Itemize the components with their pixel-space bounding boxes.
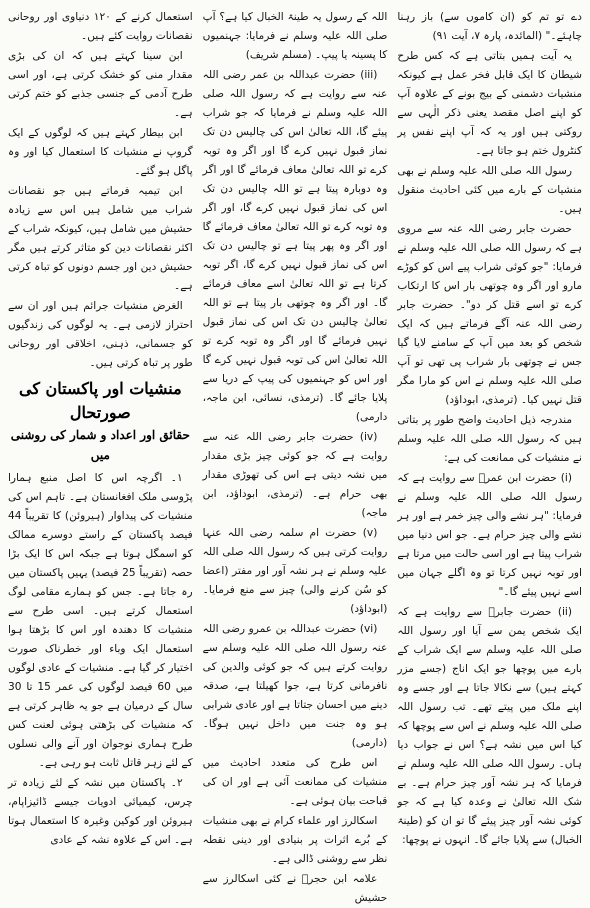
paragraph: یہ آیت ہمیں بتاتی ہے کہ کس طرح شیطان کا ایک قابل فخر عمل ہے کیونکہ منشیات دشمنی کے بیج بونے کے علاوہ آپ کو اپنے اصل مقصد یعنی ذکر الٰہی سے روکتی ہیں اور یہ کہ آپ اپنے نفس پر کنٹرول ختم ہو جاتا ہے۔ xyxy=(397,50,582,157)
paragraph: (i) حضرت ابن عمرؓ سے روایت ہے کہ رسول اللہ صلی اللہ علیہ وسلم نے فرمایا: "ہر نشے والی چیز خمر ہے اور ہر نشے والی چیز حرام ہے۔ جو اس دنیا میں شراب پیتا ہے اور اسی حالت میں مرتا ہے اور توبہ نہیں کرتا تو وہ اگلے جہان میں اسے نہیں پیئے گا۔" xyxy=(397,472,582,598)
paragraph: الغرض منشیات جرائم ہیں اور ان سے احتراز لازمی ہے۔ یہ لوگوں کی زندگیوں کو جسمانی، ذہنی، اخلاقی اور روحانی طور پر تباہ کرتی ہیں۔ xyxy=(7,300,193,369)
paragraph: (vi) حضرت عبداللہ بن عمرو رضی اللہ عنہ رسول اللہ صلی اللہ علیہ وسلم سے روایت کرتے ہیں کہ جو کوئی والدین کی نافرمانی کرتا ہے، جوا کھیلتا ہے، صدقہ دینے میں احسان جتاتا ہے اور عادی شرابی ہو وہ جنت میں داخل نہیں ہوگا۔ (دارمی) xyxy=(202,623,388,749)
paragraph: ابن بیطار کہتے ہیں کہ لوگوں کے ایک گروپ نے منشیات کا استعمال کیا اور وہ پاگل ہو گئے۔ xyxy=(7,127,193,177)
paragraph: اس طرح کی متعدد احادیث میں منشیات کی ممانعت آئی ہے اور ان کی قباحت بیان ہوئی ہے۔ xyxy=(202,757,388,807)
paragraph: ابن سینا کہتے ہیں کہ ان کی بڑی مقدار منی کو خشک کرتی ہے، اور اسی طرح آدمی کے جنسی جذبے کو ختم کرتی ہے۔ xyxy=(7,50,193,119)
paragraph: ۱۔ اگرچہ اس کا اصل منبع ہمارا پڑوسی ملک افغانستان ہے۔ تاہم اس کی منشیات کی پیداوار (ہیروئن) کا تقریباً 44 فیصد پاکستان کے راستے دوسرے ممالک کو اسمگل ہوتا ہے جبکہ اس کا ایک بڑا حصہ (تقریباً 25 فیصد) یہیں پاکستان میں رہ جاتا ہے۔ جس کو ہمارے مقامی لوگ استعمال کرتے ہیں۔ اسی طرح سے منشیات کا دھندہ اور اس کا بڑھتا ہوا استعمال ایک وباء اور خطرناک صورت اختیار کر گیا ہے۔ منشیات کے عادی لوگوں میں 60 فیصد لوگوں کی عمر 15 تا 30 سال کے درمیان ہے جو یہ ظاہر کرتی ہے کہ منشیات کی بڑھتی ہوئی لعنت کس طرح ہماری نوجوان اور آنے والی نسلوں کے لئے زہر قاتل ثابت ہو رہی ہے۔ xyxy=(7,472,193,769)
paragraph: (ii) حضرت جابرؓ سے روایت ہے کہ ایک شخص یمن سے آیا اور رسول اللہ صلی اللہ علیہ وسلم سے ایک شراب کے بارے میں پوچھا جو ایک اناج (جسے مزر کہتے ہیں) سے نکالا جاتا ہے اور جسے وہ اپنے ملک میں پیتے تھے۔ تب رسول اللہ صلی اللہ علیہ وسلم نے اس سے پوچھا کہ کیا اس میں نشہ ہے؟ اس نے جواب دیا ہاں۔ رسول اللہ صلی اللہ علیہ وسلم نے فرمایا کہ ہر نشہ آور چیز حرام ہے۔ بے شک اللہ تعالیٰ نے وعدہ کیا ہے کہ جو کوئی نشہ آور چیز پیئے گا تو ان کو (طینۃ الخبال) سے پلایا جائے گا۔ انہوں نے پوچھا: xyxy=(397,606,582,846)
paragraph: حضرت جابر رضی اللہ عنہ سے مروی ہے کہ رسول اللہ صلی اللہ علیہ وسلم نے فرمایا: "جو کوئی شراب پیے اس کو کوڑے مارو اور اگر وہ چوتھی بار اس کا ارتکاب کرے تو اسے قتل کر دو"۔ حضرت جابر رضی اللہ عنہ آگے فرماتے ہیں کہ ایک شخص کو بعد میں آپ کے سامنے لایا گیا جس نے چوتھی بار شراب پی تھی تو آپ صلی اللہ علیہ وسلم نے اس کو مارا مگر قتل نہیں کیا۔ (ترمذی، ابوداؤد) xyxy=(397,223,582,406)
column-left xyxy=(7,8,193,846)
paragraph: ابن تیمیہ فرماتے ہیں جو نقصانات شراب میں شامل ہیں اس سے زیادہ حشیش میں شامل ہیں، کیونکہ شراب کے اکثر نقصانات دین کو متاثر کرتے ہیں مگر حشیش دین اور جسم دونوں کو تباہ کرتی ہے۔ xyxy=(7,185,193,292)
column-middle xyxy=(202,8,388,904)
paragraph: (iv) حضرت جابر رضی اللہ عنہ سے روایت ہے کہ جو کوئی چیز بڑی مقدار میں نشہ دیتی ہے اس کی تھوڑی مقدار بھی حرام ہے۔ (ترمذی، ابوداؤد، ابن ماجہ) xyxy=(202,431,388,519)
section-subheading: حقائق اور اعداد و شمار کی روشنی میں xyxy=(10,428,190,462)
section-heading: منشیات اور پاکستان کی صورتحال xyxy=(18,379,182,422)
paragraph: دے تو تم کو (ان کاموں سے) باز رہنا چاہئے۔" (المائدہ، پارہ ۷، آیت ۹۱) xyxy=(397,11,582,42)
paragraph: علامہ ابن حجرؒ نے کئی اسکالرز سے حشیش xyxy=(202,873,388,904)
column-right xyxy=(397,8,582,846)
paragraph: ۲۔ پاکستان میں نشہ کے لئے زیادہ تر چرس، کیمیائی ادویات جیسے ڈائیزاپام، ہیروئن اور کوکین وغیرہ کا استعمال ہوتا ہے۔ اس کے علاوہ نشہ کے عادی xyxy=(7,777,193,846)
paragraph: استعمال کرنے کے ۱۲۰ دنیاوی اور روحانی نقصانات روایت کئے ہیں۔ xyxy=(7,11,193,42)
paragraph: رسول اللہ صلی اللہ علیہ وسلم نے بھی منشیات کے بارے میں کئی احادیث منقول ہیں۔ xyxy=(397,165,582,215)
paragraph: (v) حضرت ام سلمہ رضی اللہ عنہا روایت کرتی ہیں کہ رسول اللہ صلی اللہ علیہ وسلم نے ہر نشہ آور اور مفتر (اعضا کو سُن کرنے والی) چیز سے منع فرمایا۔ (ابوداؤد) xyxy=(202,527,388,615)
columns-container xyxy=(7,8,582,904)
paragraph: مندرجہ ذیل احادیث واضح طور پر بتاتی ہیں کہ رسول اللہ صلی اللہ علیہ وسلم نے منشیات کی ممانعت کی ہے: xyxy=(397,414,582,464)
paragraph: اللہ کے رسول یہ طینۃ الخبال کیا ہے؟ آپ صلی اللہ علیہ وسلم نے فرمایا: جہنمیوں کا پسینہ یا پیپ۔ (مسلم شریف) xyxy=(202,11,388,61)
paragraph: اسکالرز اور علماء کرام نے بھی منشیات کے بُرے اثرات پر بنیادی اور دینی نقطہ نظر سے روشنی ڈالی ہے۔ xyxy=(202,815,388,865)
paragraph: (iii) حضرت عبداللہ بن عمر رضی اللہ عنہ سے روایت ہے کہ رسول اللہ صلی اللہ علیہ وسلم نے فرمایا کہ جو شراب پیئے گا، اللہ تعالیٰ اس کی چالیس دن تک نماز قبول نہیں کرے گا اور اگر وہ توبہ کرے تو اللہ تعالیٰ معاف فرمائے گا اور اگر وہ دوبارہ پیتا ہے تو اللہ چالیس دن تک اس کی نماز قبول نہیں کرے گا، اور اگر وہ توبہ کرے تو اللہ تعالیٰ معاف فرمائے گا اور اگر وہ پھر پیتا ہے تو چالیس دن تک اس کی نماز قبول نہیں کرے گا، اگر توبہ کرتا ہے تو اللہ تعالیٰ اسے معاف فرمائے گا۔ اور اگر وہ چوتھی بار پیتا ہے تو اللہ تعالیٰ چالیس دن تک اس کی نماز قبول نہیں فرمائے گا اور اگر وہ توبہ کرے تو اللہ تعالیٰ اس کی توبہ قبول نہیں کرے گا اور اس کو جہنمیوں کی پیپ کے دریا سے پلایا جائے گا۔ (ترمذی، نسائی، ابن ماجہ، دارمی) xyxy=(202,69,388,423)
